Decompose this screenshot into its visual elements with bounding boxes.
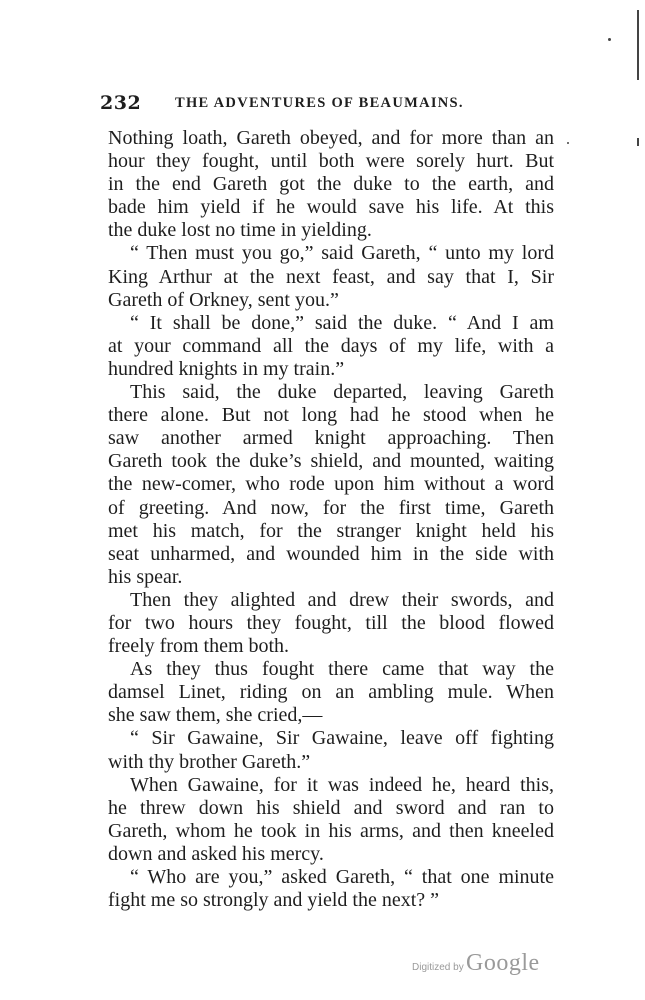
text-line: the duke lost no time in yielding.	[108, 219, 372, 242]
text-line: there alone. But not long had he stood when he	[108, 404, 554, 427]
text-line: for two hours they fought, till the blood flowed	[108, 611, 554, 634]
running-head: THE ADVENTURES OF BEAUMAINS.	[175, 95, 464, 111]
text-line: with thy brother Gareth.”	[108, 750, 311, 773]
scan-speck	[567, 142, 569, 144]
scan-edge-line-top	[637, 10, 639, 80]
text-line: Gareth, whom he took in his arms, and then kneeled	[108, 819, 554, 842]
text-line: “ It shall be done,” said the duke. “ And I am	[130, 311, 554, 334]
text-line: Then they alighted and drew their swords, and	[130, 588, 554, 611]
text-line: the new-comer, who rode upon him without a word	[108, 473, 554, 496]
text-line: freely from them both.	[108, 635, 290, 658]
text-line: “ Then must you go,” said Gareth, “ unto my lord	[130, 242, 554, 265]
text-line: Nothing loath, Gareth obeyed, and for more than an	[108, 127, 554, 149]
page-number: 232	[100, 92, 142, 114]
text-line: seat unharmed, and wounded him in the side with	[108, 542, 554, 565]
digitized-watermark	[412, 950, 552, 980]
text-line: This said, the duke departed, leaving Gareth	[130, 381, 554, 404]
text-line: As they thus fought there came that way the	[130, 658, 554, 681]
text-line: “ Who are you,” asked Gareth, “ that one minute	[130, 866, 554, 888]
text-line: he threw down his shield and sword and ran to	[108, 796, 554, 819]
text-line: fight me so strongly and yield the next? ”	[108, 889, 440, 912]
scan-edge-line-mid	[637, 138, 639, 146]
text-line: she saw them, she cried,—	[108, 704, 323, 727]
text-line: King Arthur at the next feast, and say that I, Sir	[108, 265, 554, 288]
page-header	[100, 92, 560, 116]
text-line: met his match, for the stranger knight held his	[108, 519, 554, 542]
text-line: down and asked his mercy.	[108, 842, 324, 865]
text-line: saw another armed knight approaching. Then	[108, 427, 554, 450]
text-line: at your command all the days of my life, with a	[108, 334, 554, 357]
text-line: Gareth of Orkney, sent you.”	[108, 288, 339, 311]
scan-speck	[608, 38, 611, 41]
text-line: of greeting. And now, for the first time, Gareth	[108, 496, 554, 519]
text-line: damsel Linet, riding on an ambling mule. When	[108, 681, 554, 704]
text-line: his spear.	[108, 565, 183, 588]
text-line: Gareth took the duke’s shield, and mounted, waiting	[108, 450, 554, 473]
text-line: in the end Gareth got the duke to the earth, and	[108, 173, 554, 196]
text-line: “ Sir Gawaine, Sir Gawaine, leave off fighting	[130, 727, 554, 750]
body-text	[108, 127, 554, 912]
digitized-by-label: Digitized by	[412, 962, 464, 973]
text-line: hundred knights in my train.”	[108, 357, 345, 380]
text-line: hour they fought, until both were sorely hurt. But	[108, 150, 554, 173]
google-logo-text: Google	[466, 950, 540, 976]
text-line: When Gawaine, for it was indeed he, heard this,	[130, 773, 554, 796]
text-line: bade him yield if he would save his life. At this	[108, 196, 554, 219]
